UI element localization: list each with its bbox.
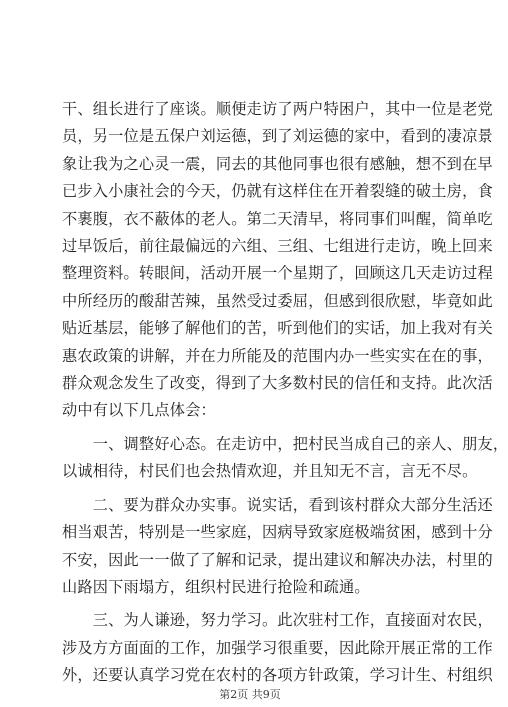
text-line: 已步入小康社会的今天，仍就有这样住在开着裂缝的破土房，食 bbox=[62, 182, 493, 201]
text-line: 过早饭后，前往最偏远的六组、三组、七组进行走访，晚上回来 bbox=[62, 237, 493, 256]
paragraph bbox=[62, 492, 493, 602]
text-line: 贴近基层，能够了解他们的苦，听到他们的实话，加上我对有关 bbox=[62, 319, 493, 338]
text-line: 外，还要认真学习党在农村的各项方针政策，学习计生、村组织 bbox=[62, 666, 493, 685]
paragraph bbox=[62, 96, 493, 425]
text-line: 一、调整好心态。在走访中，把村民当成自己的亲人、朋友， bbox=[62, 434, 508, 453]
page-footer: 第2页 共9页 bbox=[219, 688, 281, 701]
text-line: 动中有以下几点体会： bbox=[62, 401, 216, 420]
text-line: 象让我为之心灵一震，同去的其他同事也很有感触，想不到在早 bbox=[62, 154, 493, 173]
text-line: 员，另一位是五保户刘运德，到了刘运德的家中，看到的凄凉景 bbox=[62, 127, 493, 146]
text-line: 山路因下雨塌方，组织村民进行抢险和疏通。 bbox=[62, 577, 370, 596]
body-text bbox=[62, 96, 508, 690]
paragraph bbox=[62, 607, 493, 689]
text-line: 惠农政策的讲解，并在力所能及的范围内办一些实实在在的事， bbox=[62, 346, 493, 365]
text-line: 三、为人谦逊，努力学习。此次驻村工作，直接面对农民， bbox=[62, 611, 493, 630]
paragraph bbox=[62, 431, 508, 486]
text-line: 二、要为群众办实事。说实话，看到该村群众大部分生活还 bbox=[62, 495, 493, 514]
text-line: 不安，因此一一做了了解和记录，提出建议和解决办法，村里的 bbox=[62, 550, 493, 569]
text-line: 以诚相待，村民们也会热情欢迎，并且知无不言，言无不尽。 bbox=[62, 462, 478, 481]
text-line: 整理资料。转眼间，活动开展一个星期了，回顾这几天走访过程 bbox=[62, 264, 493, 283]
text-line: 涉及方方面面的工作，加强学习很重要，因此除开展正常的工作 bbox=[62, 638, 493, 657]
text-line: 相当艰苦，特别是一些家庭，因病导致家庭极端贫困，感到十分 bbox=[62, 523, 493, 542]
text-line: 干、组长进行了座谈。顺便走访了两户特困户，其中一位是老党 bbox=[62, 100, 493, 118]
text-line: 不裹腹，衣不蔽体的老人。第二天清早，将同事们叫醒，简单吃 bbox=[62, 209, 493, 228]
text-line: 群众观念发生了改变，得到了大多数村民的信任和支持。此次活 bbox=[62, 374, 493, 393]
text-line: 中所经历的酸甜苦辣，虽然受过委屈，但感到很欣慰，毕竟如此 bbox=[62, 291, 493, 310]
